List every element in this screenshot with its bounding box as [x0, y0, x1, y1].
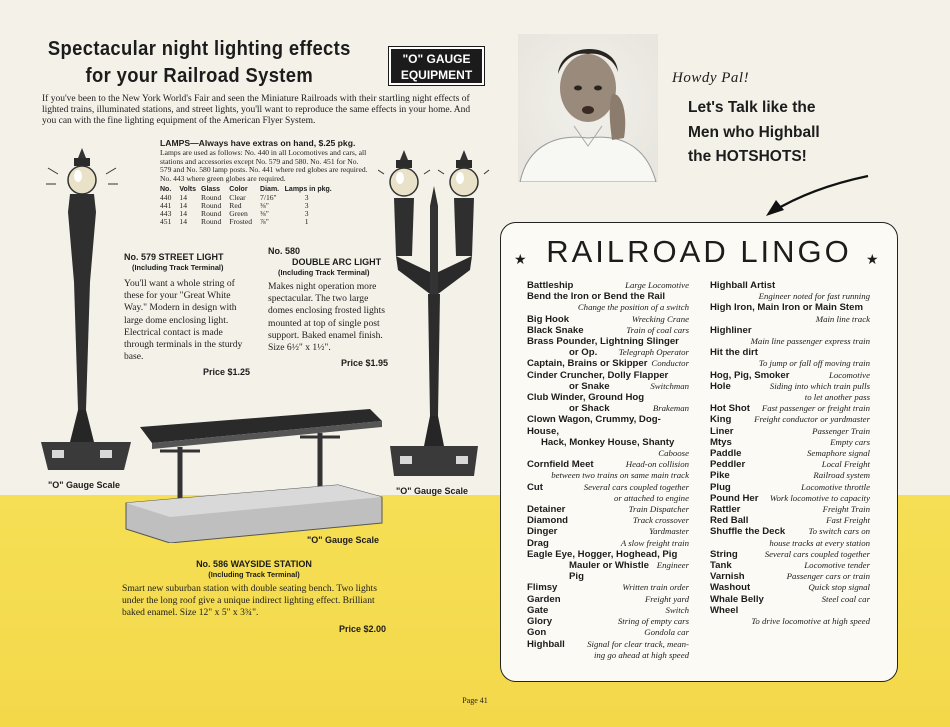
lingo-entry	[527, 504, 689, 515]
lingo-definition: To jump or fall off moving train	[758, 358, 870, 369]
lingo-entry	[527, 594, 689, 605]
lingo-definition: Gondola car	[644, 627, 689, 638]
lingo-term: or Snake	[569, 380, 610, 392]
lingo-entry	[710, 381, 870, 403]
cell: Round	[201, 193, 222, 202]
lingo-term: Eagle Eye, Hogger, Hoghead, Pig	[527, 548, 678, 560]
lingo-term: Hack, Monkey House, Shanty	[541, 436, 675, 448]
lingo-term: Pike	[710, 470, 730, 482]
lamps-col-glass: Glass	[201, 186, 221, 193]
lingo-term: Varnish	[710, 571, 745, 583]
lingo-term: Peddler	[710, 459, 746, 471]
arc-light-sub: (Including Track Terminal)	[278, 268, 370, 277]
lingo-term: or Shack	[569, 403, 610, 415]
lingo-entry	[710, 594, 870, 605]
howdy-text: Howdy Pal!	[672, 70, 750, 86]
lingo-entry	[710, 347, 870, 369]
lingo-term: or Op.	[569, 347, 598, 359]
street-light-scale: "O" Gauge Scale	[48, 480, 121, 490]
lingo-term: Big Hook	[527, 313, 570, 325]
lingo-definition: Change the position of a switch	[577, 302, 689, 313]
lingo-definition: Local Freight	[821, 459, 870, 470]
lingo-definition: Train of coal cars	[626, 324, 689, 335]
lingo-entry	[527, 291, 689, 313]
lingo-entry	[527, 414, 689, 459]
cell: Round	[201, 217, 222, 226]
lamps-col-pkg: Lamps in pkg.	[284, 186, 332, 193]
arc-light-copy	[268, 246, 388, 368]
cell: Round	[201, 209, 222, 218]
lingo-entry	[710, 605, 870, 627]
station-price: Price $2.00	[338, 623, 386, 634]
street-light-copy	[124, 252, 250, 377]
cell: 440	[160, 193, 172, 202]
lingo-term: Glory	[527, 616, 553, 628]
lingo-entry	[527, 314, 689, 325]
lingo-definition: Written train order	[622, 582, 689, 593]
station-scale: "O" Gauge Scale	[307, 535, 380, 545]
lamps-heading: LAMPS—Always have extras on hand, $.25 pkg.	[160, 138, 356, 148]
cell: 3	[304, 193, 309, 202]
wayside-station-illustration	[120, 405, 388, 543]
lingo-term: Plug	[710, 481, 731, 493]
lingo-definition: Engineer	[656, 560, 689, 571]
lingo-definition: Fast passenger or freight train	[761, 403, 870, 414]
talk-line: the HOTSHOTS!	[688, 148, 807, 166]
cell: 7/16"	[260, 193, 277, 202]
lingo-term: Bend the Iron or Bend the Rail	[527, 291, 666, 303]
lingo-entry	[527, 616, 689, 627]
lingo-definition: Locomotive	[828, 369, 870, 380]
lingo-entry	[710, 515, 870, 526]
lingo-definition: Wrecking Crane	[631, 313, 689, 324]
cell: 441	[160, 201, 172, 210]
lingo-definition: Empty cars	[830, 436, 870, 447]
lingo-definition: ing go ahead at high speed	[593, 649, 689, 660]
lingo-definition: Track crossover	[632, 515, 689, 526]
arc-light-illustration	[378, 146, 490, 484]
lingo-entry	[527, 515, 689, 526]
cell: ⅜"	[260, 209, 269, 218]
lingo-entry	[710, 549, 870, 560]
lingo-definition: Freight yard	[644, 593, 689, 604]
lingo-entry	[710, 526, 870, 548]
station-copy	[122, 559, 386, 634]
lingo-entry	[527, 325, 689, 336]
lingo-entry	[710, 437, 870, 448]
lingo-definition: Large Locomotive	[625, 280, 689, 290]
arc-light-scale: "O" Gauge Scale	[396, 486, 469, 496]
arc-light-number: No. 580	[268, 246, 301, 256]
lingo-definition: between two trains on same main track	[551, 470, 689, 481]
lingo-term: Diamond	[527, 515, 569, 527]
lingo-entry	[527, 459, 689, 481]
lamps-table	[160, 186, 337, 226]
cell: Round	[201, 201, 222, 210]
lingo-entry	[527, 549, 689, 583]
cell: Frosted	[229, 217, 253, 226]
lingo-entry	[527, 392, 689, 414]
cell: 14	[179, 201, 187, 210]
lingo-term: Clown Wagon, Crummy, Dog-House,	[527, 414, 661, 437]
station-name: No. 586 WAYSIDE STATION	[196, 559, 312, 569]
lingo-term: Detainer	[527, 504, 566, 516]
lingo-entry	[527, 627, 689, 638]
lingo-column-left	[527, 280, 689, 661]
cell: ⅜"	[260, 201, 269, 210]
lingo-term: Hit the dirt	[710, 347, 758, 359]
lingo-term: Flimsy	[527, 582, 558, 594]
arc-light-price: Price $1.95	[340, 358, 388, 369]
lingo-definition: Quick stop signal	[808, 582, 870, 593]
arc-light-desc: Makes night operation more spectacular. The two large domes enclosing frosted lights mounted at top of single post support. Baked enamel finish. Size 6½" x 1½".	[268, 281, 385, 354]
lingo-term: Paddle	[710, 448, 742, 460]
lingo-definition: Signal for clear track, mean-	[587, 638, 689, 649]
lingo-definition: Train Dispatcher	[628, 504, 689, 515]
cell: 14	[179, 209, 187, 218]
cell: 14	[179, 193, 187, 202]
lingo-term: Cornfield Meet	[527, 459, 594, 471]
lingo-term: Battleship	[527, 280, 574, 291]
street-light-price: Price $1.25	[202, 367, 250, 378]
cell: 3	[304, 209, 309, 218]
lingo-entry	[710, 582, 870, 593]
street-light-name: No. 579 STREET LIGHT	[124, 252, 224, 262]
lingo-column-right	[710, 280, 870, 627]
lingo-definition: Yardmaster	[649, 526, 689, 537]
talk-line: Let's Talk like the	[688, 99, 816, 116]
lamps-text: Lamps are used as follows: No. 440 in all Locomotives and cars, all stations and accessories except No. 579 and 580. No. 451 for No. 579 and No. 580 lamp posts. No. 441 where red globes are required. No. 443 where green globes are required.	[160, 148, 368, 183]
lingo-definition: Several cars coupled together	[583, 481, 689, 492]
lingo-term: Rattler	[710, 504, 741, 516]
lingo-term: Club Winder, Ground Hog	[527, 392, 645, 404]
lingo-entry	[527, 482, 689, 504]
star-icon: ★	[866, 253, 879, 268]
cell: 14	[179, 217, 187, 226]
lingo-entry	[527, 280, 689, 291]
lingo-definition: Engineer noted for fast running	[758, 291, 870, 302]
lingo-term: Cinder Cruncher, Dolly Flapper	[527, 369, 669, 381]
table-row	[160, 218, 337, 226]
lamps-col-volts: Volts	[179, 186, 196, 193]
cell: Green	[229, 209, 248, 218]
lingo-term: Washout	[710, 582, 751, 594]
lingo-definition: Passenger cars or train	[786, 571, 870, 582]
lingo-definition: To drive locomotive at high speed	[751, 616, 870, 627]
lingo-term: Captain, Brains or Skipper	[527, 358, 648, 370]
lingo-term: King	[710, 414, 732, 426]
lingo-entry	[710, 403, 870, 414]
lingo-term: Garden	[527, 593, 561, 605]
lingo-term: Whale Belly	[710, 593, 764, 605]
lingo-term: Hog, Pig, Smoker	[710, 369, 790, 381]
lingo-term: Liner	[710, 425, 734, 437]
lingo-entry	[527, 358, 689, 369]
street-light-desc: You'll want a whole string of these for your "Great White Way." Modern in design with large dome enclosing light. Electrical contact is made through terminals in the sturdy base.	[124, 278, 243, 363]
lingo-entry	[710, 482, 870, 493]
lingo-term: Hole	[710, 380, 731, 392]
lingo-definition: Caboose	[658, 448, 689, 459]
lingo-entry	[710, 493, 870, 504]
cell: 3	[304, 201, 309, 210]
lingo-term: High Iron, Main Iron or Main Stem	[710, 302, 863, 314]
arc-light-name: DOUBLE ARC LIGHT	[292, 257, 382, 267]
lamps-info	[160, 137, 370, 183]
arrow-icon	[760, 170, 872, 220]
lingo-definition: Steel coal car	[821, 593, 870, 604]
lingo-entry	[527, 582, 689, 593]
lingo-entry	[710, 280, 870, 302]
lingo-definition: Head-on collision	[625, 459, 689, 470]
lingo-entry	[710, 470, 870, 481]
intro-paragraph: If you've been to the New York World's Fair and seen the Miniature Railroads with their startling night effects of lighted trains, illuminated stations, and street lights, you'll want to reproduce the same effects in your home. And you can with the fine lighting equipment of the American Flyer System.	[42, 94, 471, 126]
star-icon: ★	[514, 253, 527, 268]
lingo-term: Cut	[527, 481, 543, 493]
lingo-entry	[710, 459, 870, 470]
lingo-definition: Switch	[665, 604, 689, 615]
lingo-definition: house tracks at every station	[769, 537, 870, 548]
lamps-col-no: No.	[160, 186, 172, 193]
lingo-entry	[527, 370, 689, 392]
lamps-col-diam: Diam.	[260, 186, 280, 193]
lingo-definition: Switchman	[650, 380, 689, 391]
lingo-term: Black Snake	[527, 324, 584, 336]
lingo-term: Dinger	[527, 526, 558, 538]
lingo-definition: Siding into which train pulls	[769, 380, 870, 391]
lingo-entry	[710, 560, 870, 571]
cell: 451	[160, 217, 172, 226]
lingo-entry	[527, 538, 689, 549]
lingo-term: Drag	[527, 537, 549, 549]
lingo-definition: or attached to engine	[613, 492, 689, 503]
lingo-term: Brass Pounder, Lightning Slinger	[527, 336, 679, 348]
lingo-definition: Passenger Train	[812, 425, 870, 436]
cell: Red	[229, 201, 242, 210]
talk-heading	[688, 96, 820, 170]
lingo-term: Pound Her	[710, 492, 759, 504]
lingo-term: Red Ball	[710, 515, 749, 527]
station-desc: Smart new suburban station with double seating bench. Two lights under the long roof give a unique indirect lighting effect. Brilliant baked enamel. Size 12" x 5" x 3¾".	[122, 583, 377, 619]
cell: Clear	[229, 193, 246, 202]
lingo-entry	[527, 639, 689, 661]
lingo-entry	[710, 448, 870, 459]
lingo-term: Highball Artist	[710, 280, 776, 291]
lingo-definition: Work locomotive to capacity	[769, 492, 870, 503]
lingo-term: Wheel	[710, 604, 739, 616]
lingo-term: Highball	[527, 638, 565, 650]
lingo-entry	[710, 414, 870, 425]
lingo-definition: String of empty cars	[617, 616, 689, 627]
lingo-definition: Conductor	[651, 358, 689, 369]
lingo-term: Gon	[527, 627, 547, 639]
lingo-entry	[527, 605, 689, 616]
boy-photo	[518, 34, 658, 182]
lingo-definition: Several cars coupled together	[764, 548, 870, 559]
page-title: Spectacular night lighting effects for your Railroad System	[47, 38, 351, 87]
gauge-badge: "O" GAUGE EQUIPMENT	[389, 47, 484, 85]
lingo-definition: Main line track	[815, 313, 870, 324]
lingo-entry	[710, 302, 870, 324]
lingo-definition: Main line passenger express train	[750, 336, 870, 347]
lingo-definition: A slow freight train	[620, 537, 689, 548]
lingo-entry	[710, 426, 870, 437]
lingo-term: Mtys	[710, 436, 732, 448]
lingo-term: String	[710, 548, 738, 560]
lingo-definition: Freight conductor or yardmaster	[754, 414, 870, 425]
lingo-term: Mauler or Whistle Pig	[569, 560, 649, 583]
lingo-entry	[527, 336, 689, 358]
lingo-definition: Freight Train	[822, 504, 870, 515]
lingo-definition: Railroad system	[813, 470, 870, 481]
lingo-term: Shuffle the Deck	[710, 526, 786, 538]
lingo-term: Gate	[527, 604, 549, 616]
lingo-entry	[710, 370, 870, 381]
lingo-entry	[710, 325, 870, 347]
lingo-definition: Semaphore signal	[807, 448, 870, 459]
street-light-sub: (Including Track Terminal)	[132, 263, 224, 272]
lingo-term: Hot Shot	[710, 403, 750, 415]
lingo-definition: Fast Freight	[826, 515, 870, 526]
cell: 443	[160, 209, 172, 218]
page-number: Page 41	[462, 696, 488, 705]
cell: 1	[304, 217, 309, 226]
lingo-definition: To switch cars on	[808, 526, 870, 537]
lingo-definition: to let another pass	[804, 392, 870, 403]
talk-line: Men who Highball	[688, 123, 820, 141]
lingo-definition: Telegraph Operator	[618, 347, 689, 358]
lingo-entry	[710, 571, 870, 582]
lingo-definition: Locomotive tender	[804, 560, 870, 571]
lingo-definition: Locomotive throttle	[801, 481, 870, 492]
lingo-definition: Brakeman	[652, 403, 689, 414]
station-sub: (Including Track Terminal)	[208, 570, 300, 579]
lamps-col-color: Color	[229, 186, 248, 193]
lingo-term: Tank	[710, 560, 732, 572]
lingo-term: Highliner	[710, 324, 752, 336]
cell: ⅞"	[260, 217, 269, 226]
lingo-entry	[527, 526, 689, 537]
lingo-entry	[710, 504, 870, 515]
lingo-title: RAILROAD LINGO	[546, 234, 852, 269]
